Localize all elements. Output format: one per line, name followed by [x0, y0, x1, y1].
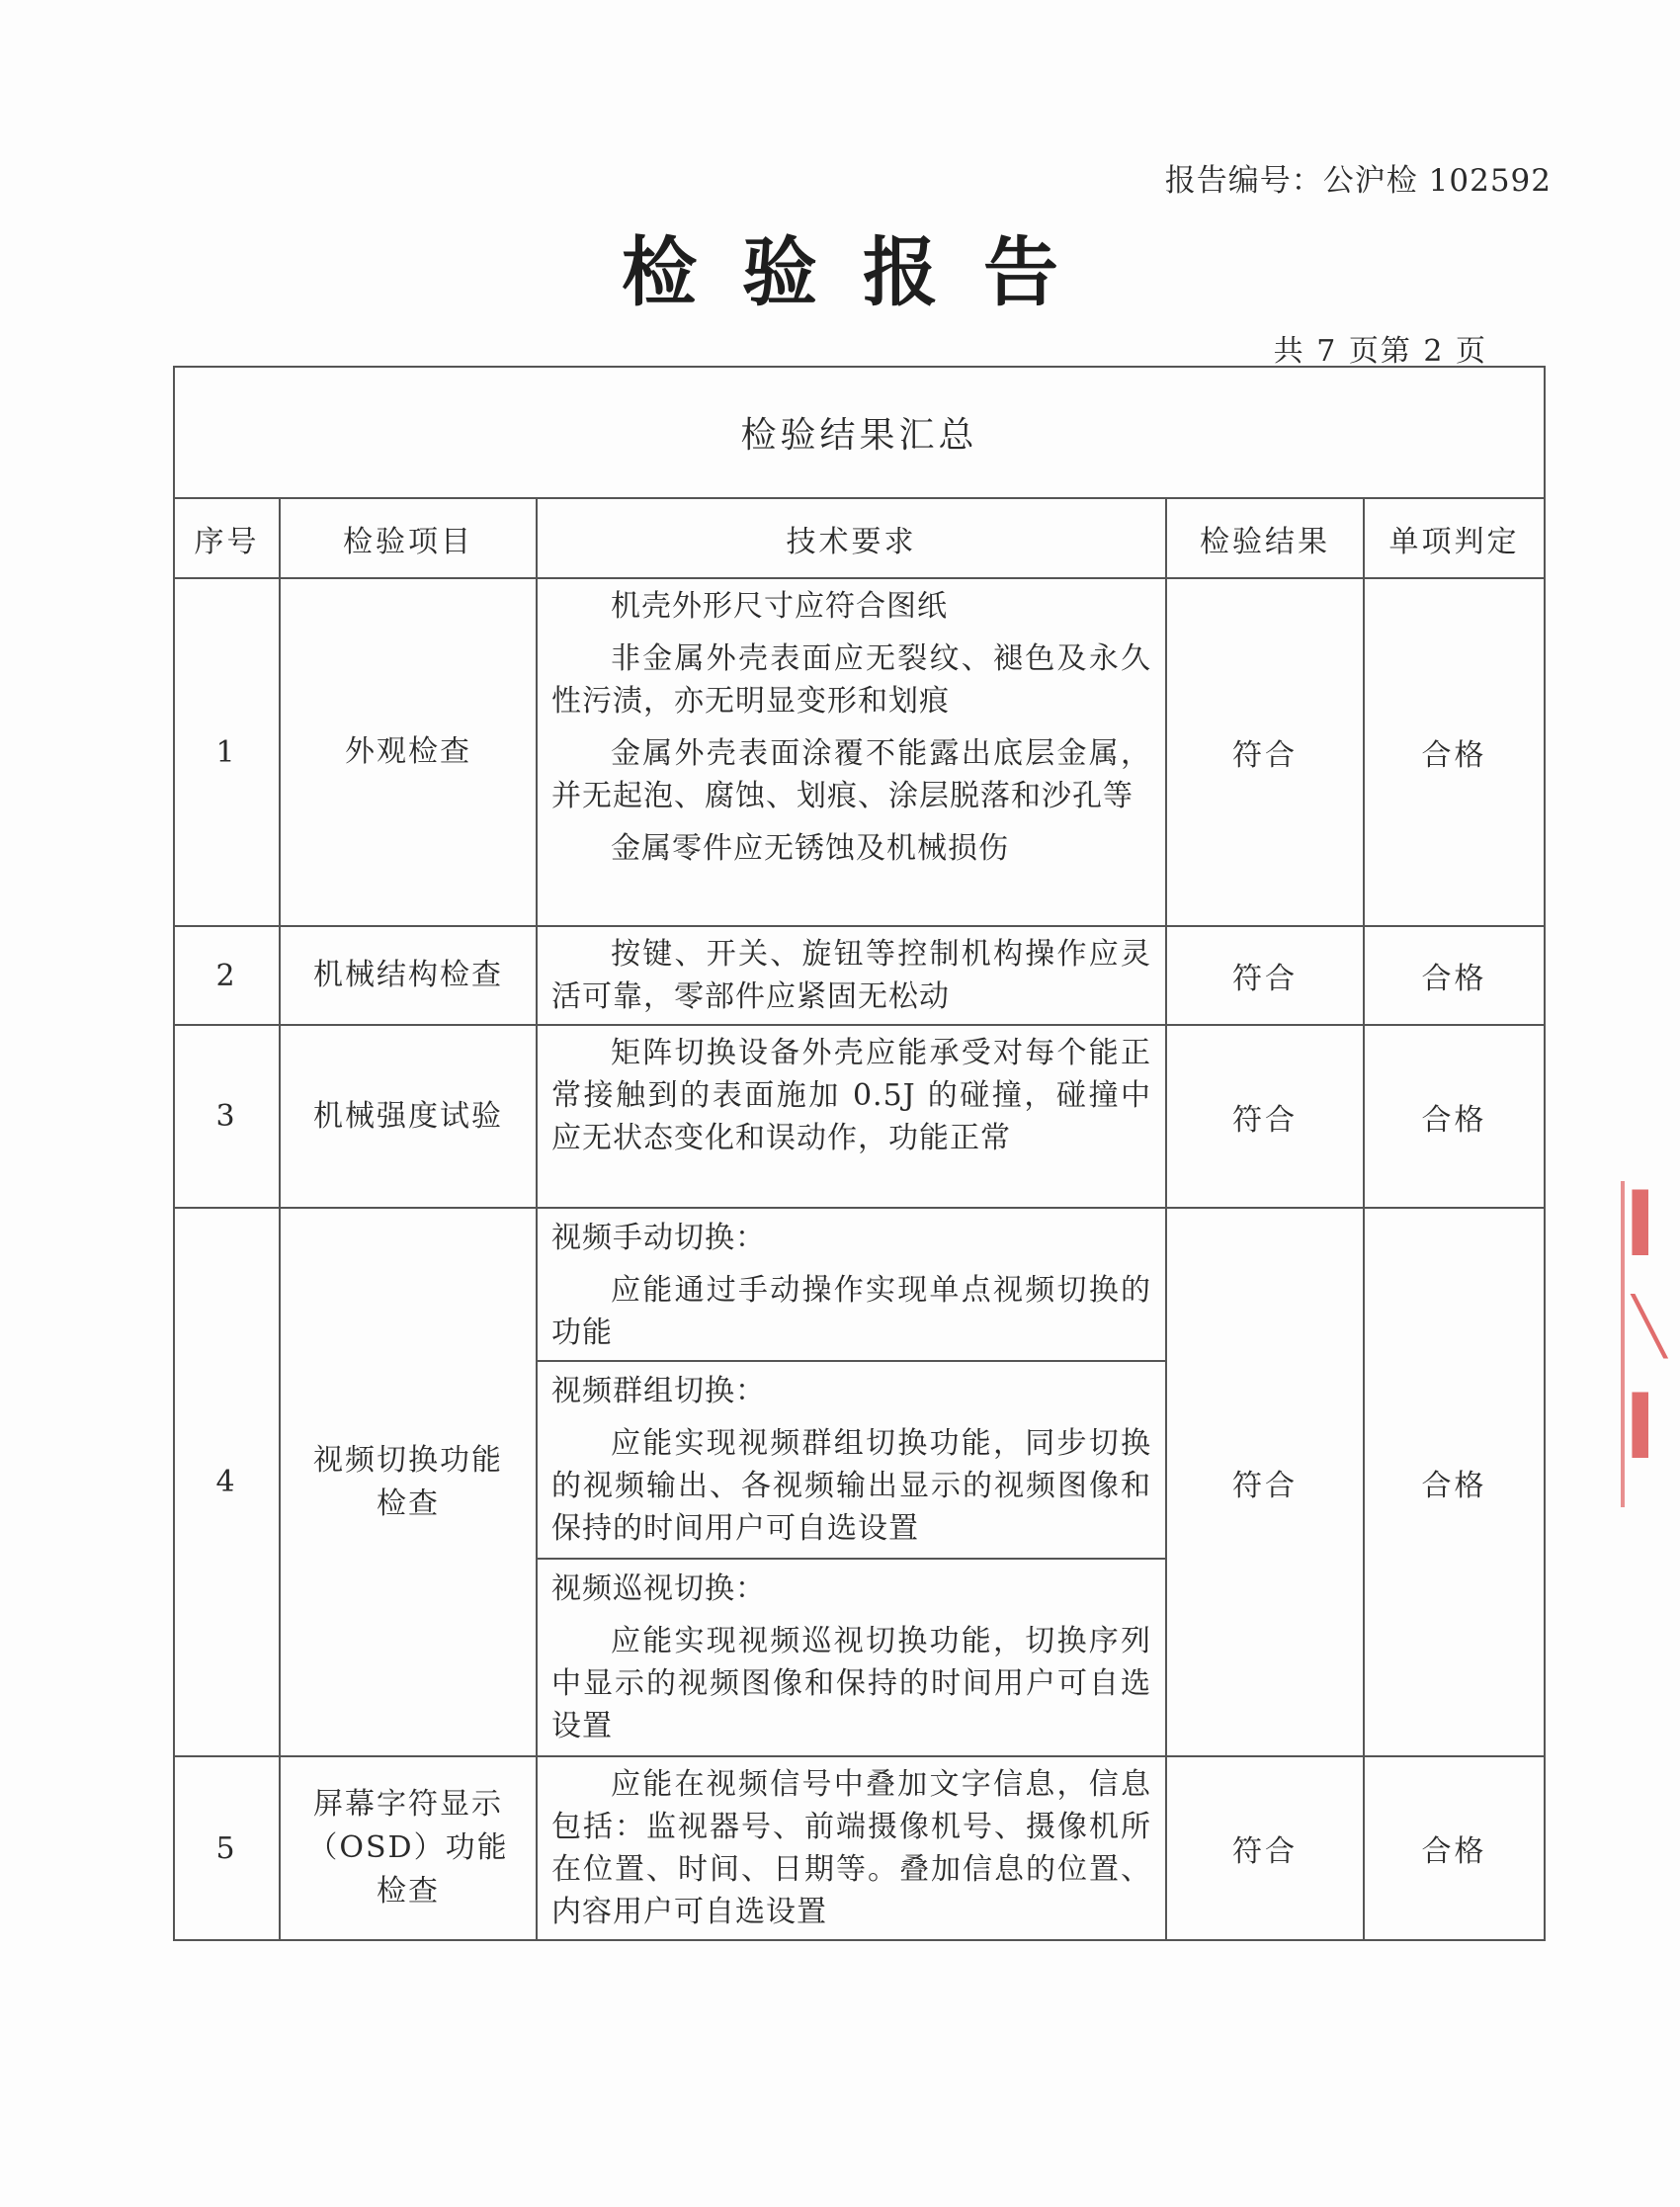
sub-requirement-text: 应能实现视频巡视切换功能，切换序列中显示的视频图像和保持的时间用户可自选设置	[551, 1624, 1151, 1743]
row-judgement: 合格	[1364, 578, 1545, 926]
row-requirements	[537, 1025, 1166, 1208]
row-judgement: 合格	[1364, 1208, 1545, 1756]
sub-requirement-text: 应能通过手动操作实现单点视频切换的功能	[551, 1273, 1151, 1350]
seal-stamp-mark: ▍	[1633, 1191, 1676, 1255]
row-result: 符合	[1166, 1756, 1364, 1940]
row-requirements	[537, 578, 1166, 926]
row-number: 4	[174, 1208, 280, 1756]
row-judgement: 合格	[1364, 926, 1545, 1025]
table-row	[174, 1208, 1545, 1361]
table-row	[174, 926, 1545, 1025]
row-number: 2	[174, 926, 280, 1025]
row-result: 符合	[1166, 578, 1364, 926]
column-header-row	[174, 498, 1545, 578]
row-number: 5	[174, 1756, 280, 1940]
row-item: 外观检查	[280, 578, 537, 926]
seal-stamp-mark: ▍	[1633, 1394, 1676, 1458]
sub-requirement-title: 视频手动切换：	[551, 1221, 766, 1255]
row-result: 符合	[1166, 1025, 1364, 1208]
row-result: 符合	[1166, 926, 1364, 1025]
row-item: 机械结构检查	[280, 926, 537, 1025]
table-row	[174, 578, 1545, 926]
row-requirements	[537, 926, 1166, 1025]
seal-stamp-mark: ╲	[1633, 1295, 1666, 1359]
row-number: 3	[174, 1025, 280, 1208]
sub-requirement-patrol	[537, 1559, 1166, 1756]
row-requirements	[537, 1756, 1166, 1940]
sub-requirement-manual	[537, 1208, 1166, 1361]
page-count: 共 7 页第 2 页	[1273, 334, 1487, 369]
column-header-judgement: 单项判定	[1364, 498, 1545, 578]
requirement-text: 机壳外形尺寸应符合图纸	[611, 589, 948, 624]
document-title: 检验报告	[622, 228, 1104, 316]
requirement-text: 金属零件应无锈蚀及机械损伤	[611, 831, 1009, 866]
sub-requirement-title: 视频巡视切换：	[551, 1571, 766, 1606]
table-row	[174, 1756, 1545, 1940]
row-judgement: 合格	[1364, 1025, 1545, 1208]
row-judgement: 合格	[1364, 1756, 1545, 1940]
row-item: 机械强度试验	[280, 1025, 537, 1208]
requirement-text: 金属外壳表面涂覆不能露出底层金属，并无起泡、腐蚀、划痕、涂层脱落和沙孔等	[551, 736, 1151, 813]
table-row	[174, 1025, 1545, 1208]
sub-requirement-title: 视频群组切换：	[551, 1374, 766, 1408]
requirement-text: 按键、开关、旋钮等控制机构操作应灵活可靠，零部件应紧固无松动	[551, 937, 1151, 1014]
requirement-text: 应能在视频信号中叠加文字信息，信息包括：监视器号、前端摄像机号、摄像机所在位置、时间、日期等。叠加信息的位置、内容用户可自选设置	[551, 1767, 1151, 1929]
table-heading-row	[174, 367, 1545, 498]
requirement-text: 非金属外壳表面应无裂纹、褪色及永久性污渍，亦无明显变形和划痕	[551, 641, 1151, 719]
column-header-requirement: 技术要求	[537, 498, 1166, 578]
row-number: 1	[174, 578, 280, 926]
requirement-text: 矩阵切换设备外壳应能承受对每个能正常接触到的表面施加 0.5J 的碰撞，碰撞中应无状态变化和误动作，功能正常	[551, 1036, 1151, 1155]
column-header-result: 检验结果	[1166, 498, 1364, 578]
sub-requirement-group	[537, 1361, 1166, 1559]
results-summary-table	[173, 366, 1546, 1941]
row-item: 视频切换功能检查	[280, 1208, 537, 1756]
column-header-no: 序号	[174, 498, 280, 578]
sub-requirement-text: 应能实现视频群组切换功能，同步切换的视频输出、各视频输出显示的视频图像和保持的时间用户可自选设置	[551, 1426, 1151, 1546]
row-item: 屏幕字符显示（OSD）功能检查	[280, 1756, 537, 1940]
column-header-item: 检验项目	[280, 498, 537, 578]
summary-heading: 检验结果汇总	[174, 367, 1545, 498]
report-number: 报告编号：公沪检 102592	[1164, 163, 1552, 199]
row-result: 符合	[1166, 1208, 1364, 1756]
